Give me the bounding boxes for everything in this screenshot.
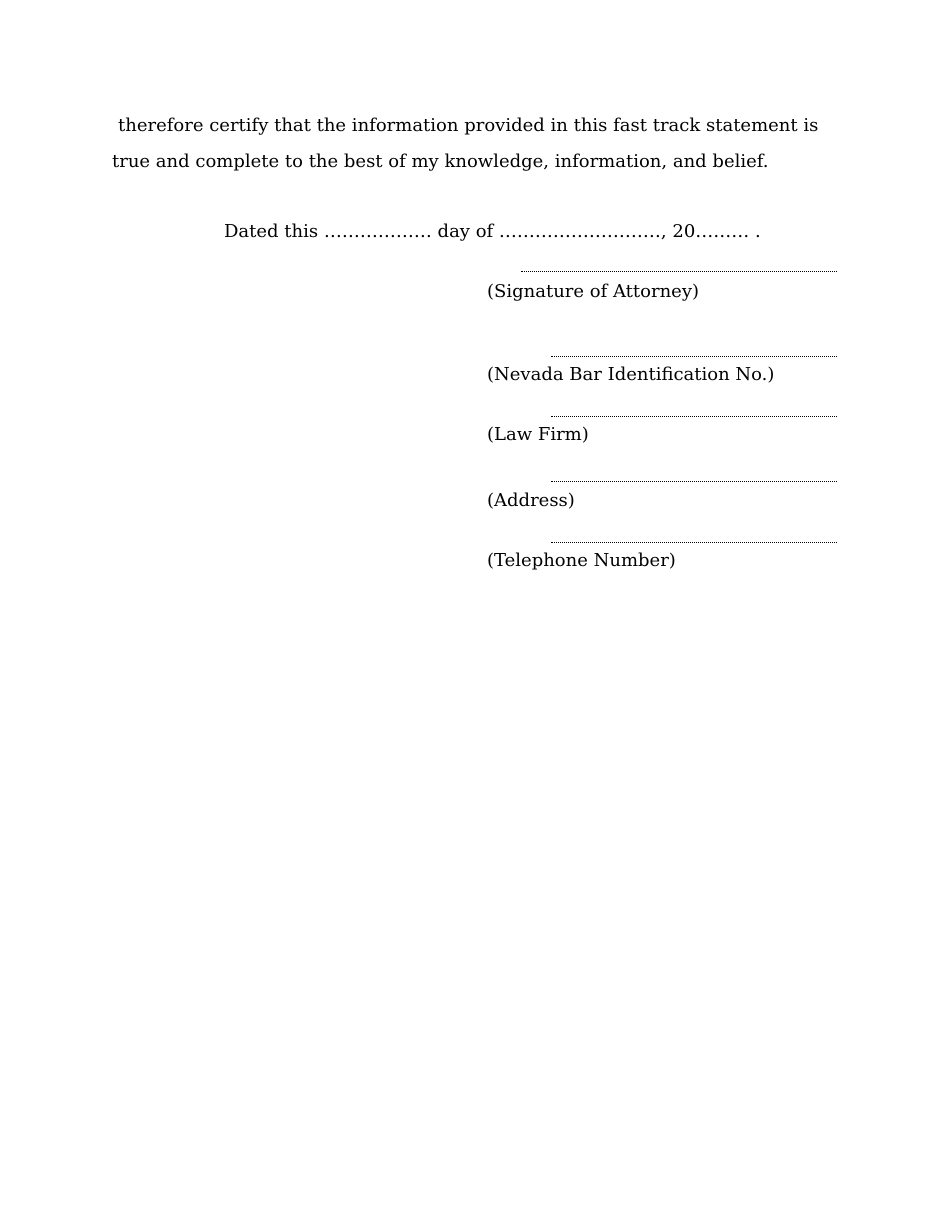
dated-line: Dated this ……………… day of ………………………, 20……… . (224, 221, 761, 242)
address-blank-line (551, 481, 837, 482)
certification-line-2: true and complete to the best of my knowledge, information, and belief. (112, 151, 769, 172)
law-firm-label: (Law Firm) (487, 424, 589, 445)
telephone-blank-line (551, 542, 837, 543)
bar-id-label: (Nevada Bar Identification No.) (487, 364, 775, 385)
address-label: (Address) (487, 490, 575, 511)
signature-blank-line (521, 271, 837, 272)
bar-id-blank-line (551, 356, 837, 357)
telephone-label: (Telephone Number) (487, 550, 676, 571)
signature-label: (Signature of Attorney) (487, 281, 700, 302)
law-firm-blank-line (551, 416, 837, 417)
certification-line-1: therefore certify that the information provided in this fast track statement is (118, 115, 819, 136)
